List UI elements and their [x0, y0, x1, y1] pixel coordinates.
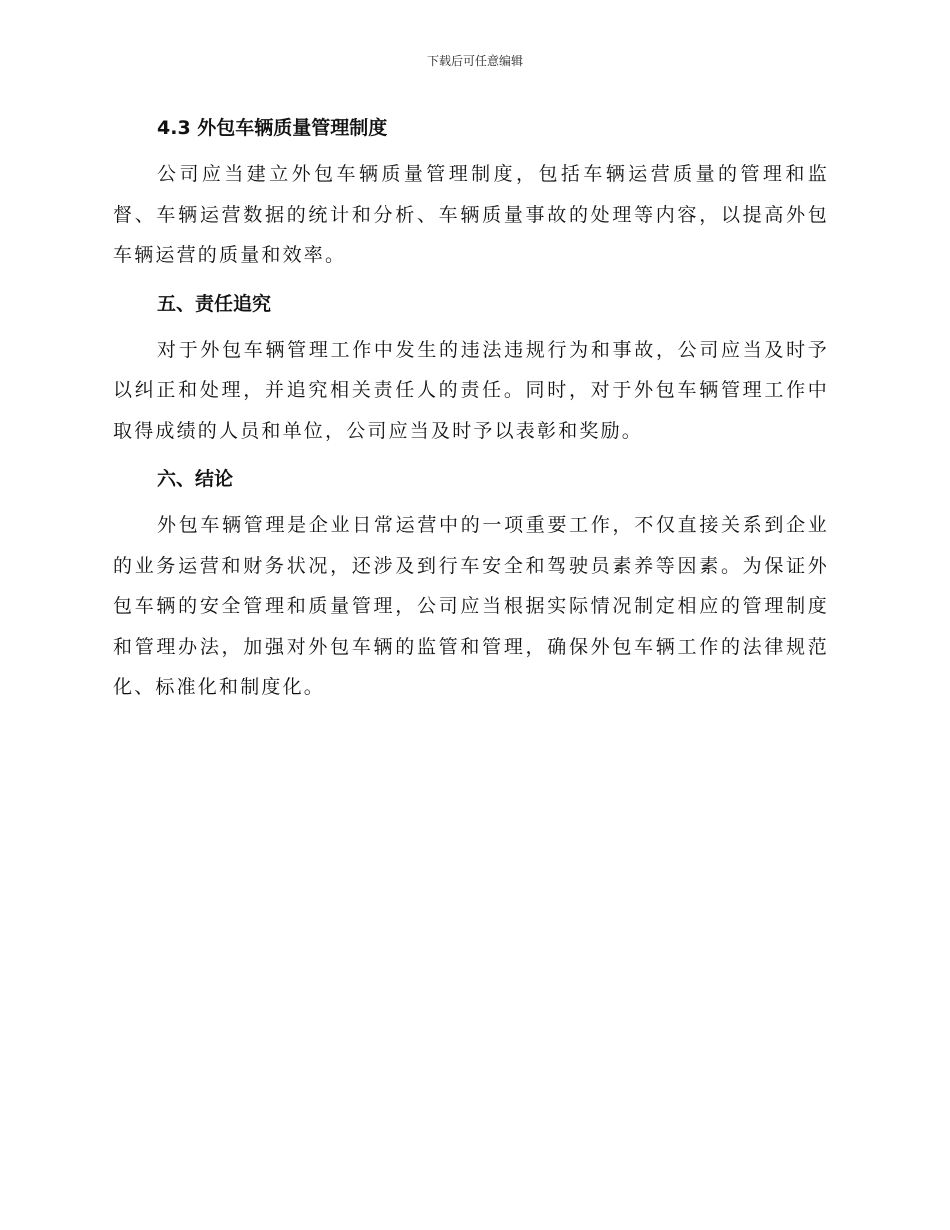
section-paragraph: 外包车辆管理是企业日常运营中的一项重要工作，不仅直接关系到企业的业务运营和财务状况，还涉及到行车安全和驾驶员素养等因素。为保证外包车辆的安全管理和质量管理，公司应当根据实际情况制定相应的管理制度和管理办法，加强对外包车辆的监管和管理，确保外包车辆工作的法律规范化、标准化和制度化。 [113, 514, 829, 698]
document-body [113, 108, 829, 716]
section-quality-management [113, 108, 829, 276]
section-paragraph: 公司应当建立外包车辆质量管理制度，包括车辆运营质量的管理和监督、车辆运营数据的统计和分析、车辆质量事故的处理等内容，以提高外包车辆运营的质量和效率。 [113, 163, 829, 266]
page-header: 下载后可任意编辑 [426, 54, 523, 68]
section-heading: 五、责任追究 [157, 292, 272, 315]
section-heading: 六、结论 [157, 468, 234, 490]
section-conclusion [113, 459, 829, 708]
section-paragraph: 对于外包车辆管理工作中发生的违法违规行为和事故，公司应当及时予以纠正和处理，并追究相关责任人的责任。同时，对于外包车辆管理工作中取得成绩的人员和单位，公司应当及时予以表彰和奖励。 [113, 338, 829, 442]
section-accountability [113, 284, 829, 452]
section-heading: 4.3 外包车辆质量管理制度 [157, 117, 388, 139]
